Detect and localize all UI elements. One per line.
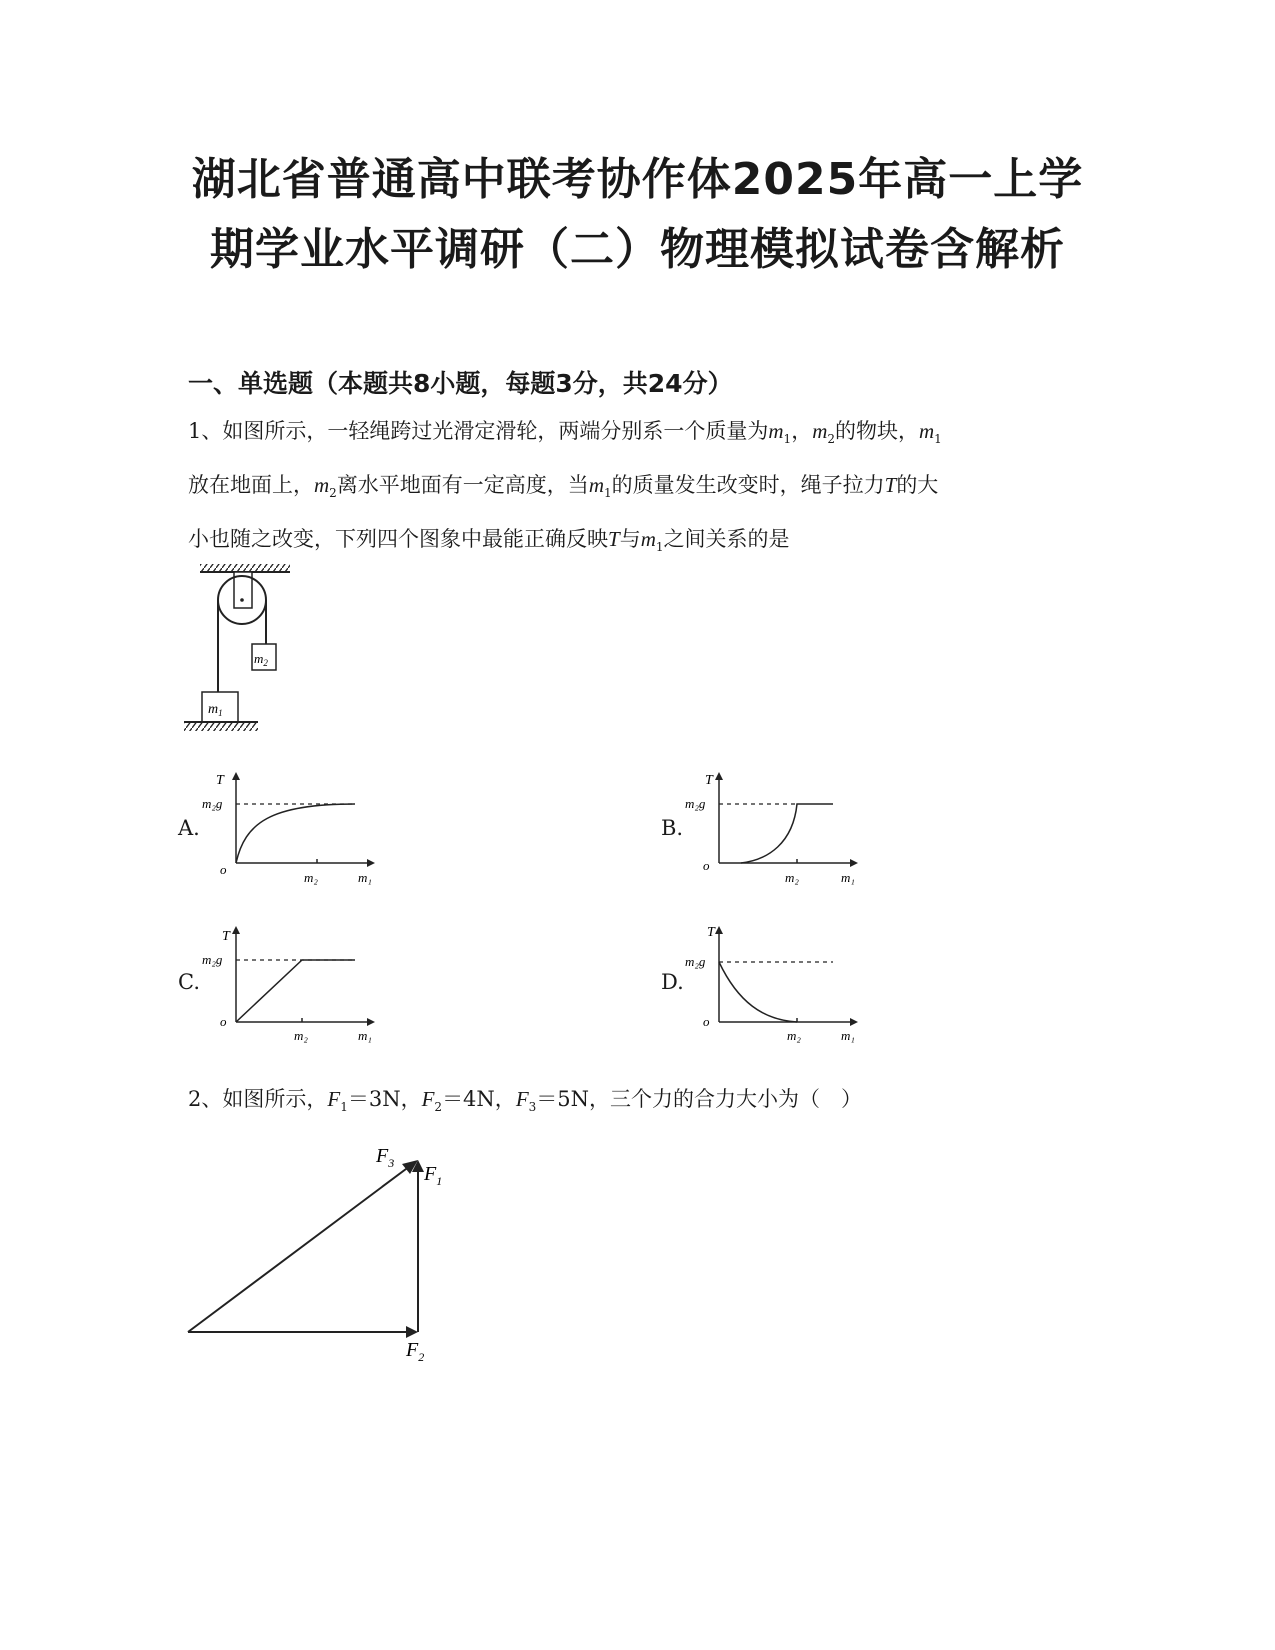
subscript: 2	[827, 432, 835, 447]
pulley-axle	[240, 598, 244, 602]
q1-text-seg: ，	[791, 419, 813, 443]
subscript: 2	[329, 486, 337, 501]
f3-vector	[188, 1166, 410, 1332]
subscript: 2	[434, 1100, 443, 1115]
label-m2g: m₂g	[685, 796, 706, 811]
f1-symbol: F	[327, 1087, 341, 1111]
m2-symbol: m	[314, 473, 330, 498]
option-d-label[interactable]: D.	[661, 970, 684, 994]
f3-symbol: F	[515, 1087, 529, 1111]
m1-symbol: m	[640, 527, 656, 552]
subscript: 1	[340, 1100, 348, 1115]
q2-number: 2、	[188, 1087, 223, 1111]
label-m2: m₂	[785, 870, 799, 885]
q1-line-2	[188, 462, 1088, 516]
label-t: T	[707, 925, 715, 940]
label-m1: m₁	[358, 870, 372, 885]
label-m1: m₁	[841, 1028, 855, 1043]
label-m1: m₁	[841, 870, 855, 885]
label-origin: o	[220, 1014, 227, 1029]
option-a-label[interactable]: A.	[178, 816, 200, 840]
q1-text-seg: 放在地面上，	[188, 473, 314, 498]
title-line-2: 期学业水平调研（二）物理模拟试卷含解析	[210, 224, 1065, 275]
curve	[719, 962, 797, 1022]
label-m2: m₂	[294, 1028, 308, 1043]
q2-text-seg: ＝3N，	[347, 1087, 422, 1111]
m1-symbol: m	[768, 419, 784, 443]
f2-symbol: F	[421, 1087, 435, 1111]
y-arrow	[232, 926, 240, 934]
subscript: 1	[934, 432, 942, 447]
q1-text-seg: 小也随之改变，下列四个图象中最能正确反映	[188, 527, 608, 552]
ceiling-hatch	[200, 564, 290, 572]
section-heading: 一、单选题（本题共8小题，每题3分，共24分）	[188, 369, 733, 398]
question-2-text	[188, 1076, 1088, 1130]
q2-text-seg: 如图所示，	[222, 1087, 328, 1111]
block-m1-label: $m_1$	[208, 702, 223, 718]
label-m2: m₂	[787, 1028, 801, 1043]
pulley-figure	[180, 560, 300, 750]
m2-symbol: m	[812, 419, 828, 443]
label-origin: o	[703, 1014, 710, 1029]
x-arrow	[850, 859, 858, 867]
q1-text-seg: 的大	[896, 473, 939, 498]
block-m2-label: $m_2$	[254, 651, 268, 668]
label-m1: m₁	[358, 1028, 372, 1043]
label-origin: o	[703, 858, 710, 873]
label-f1: $F_1$	[424, 1163, 443, 1188]
f2-arrowhead	[406, 1326, 418, 1338]
graph-option-c	[200, 922, 390, 1047]
graph-option-b	[683, 768, 873, 893]
y-arrow	[715, 926, 723, 934]
label-f2: $F_2$	[406, 1339, 425, 1364]
q1-number: 1、	[188, 419, 223, 443]
m1-symbol: m	[588, 473, 604, 498]
label-m2: m₂	[304, 870, 318, 885]
q2-text-seg: ＝5N，三个力的合力大小为（ ）	[536, 1087, 863, 1111]
subscript: 3	[528, 1100, 537, 1115]
label-t: T	[705, 773, 713, 788]
q1-line-3	[188, 516, 1088, 570]
subscript: 1	[783, 432, 792, 447]
force-triangle-figure	[180, 1136, 470, 1376]
ground-hatch	[184, 723, 258, 731]
q1-line-1	[188, 408, 1088, 462]
label-m2g: m₂g	[202, 952, 223, 967]
x-arrow	[367, 859, 375, 867]
x-arrow	[367, 1018, 375, 1026]
label-f3: $F_3$	[376, 1145, 395, 1170]
curve	[741, 804, 833, 863]
q1-text-seg: 的物块，	[835, 419, 919, 443]
subscript: 1	[603, 486, 612, 501]
label-m2g: m₂g	[685, 954, 706, 969]
graph-option-d	[683, 922, 873, 1047]
label-t: T	[216, 773, 224, 788]
title-line-1: 湖北省普通高中联考协作体2025年高一上学	[191, 154, 1084, 205]
option-b-label[interactable]: B.	[661, 816, 684, 840]
label-t: T	[222, 929, 230, 944]
q1-text-seg: 之间关系的是	[663, 527, 790, 552]
curve	[236, 804, 355, 863]
m1-symbol: m	[919, 419, 935, 443]
option-c-label[interactable]: C.	[178, 970, 200, 994]
y-arrow	[715, 772, 723, 780]
q1-text-seg: 离水平地面有一定高度，当	[336, 473, 589, 498]
label-origin: o	[220, 862, 227, 877]
q1-text-seg: 与	[619, 527, 641, 552]
subscript: 1	[655, 540, 664, 555]
y-arrow	[232, 772, 240, 780]
q2-text-seg: ＝4N，	[442, 1087, 516, 1111]
curve	[236, 960, 355, 1022]
q1-text-seg: 的质量发生改变时，绳子拉力	[611, 473, 885, 498]
t-symbol: T	[608, 527, 620, 552]
t-symbol: T	[884, 473, 897, 498]
graph-option-a	[200, 768, 390, 893]
question-1-text	[188, 408, 1088, 571]
x-arrow	[850, 1018, 858, 1026]
q1-text-seg: 如图所示，一轻绳跨过光滑定滑轮，两端分别系一个质量为	[222, 419, 769, 443]
label-m2g: m₂g	[202, 796, 223, 811]
